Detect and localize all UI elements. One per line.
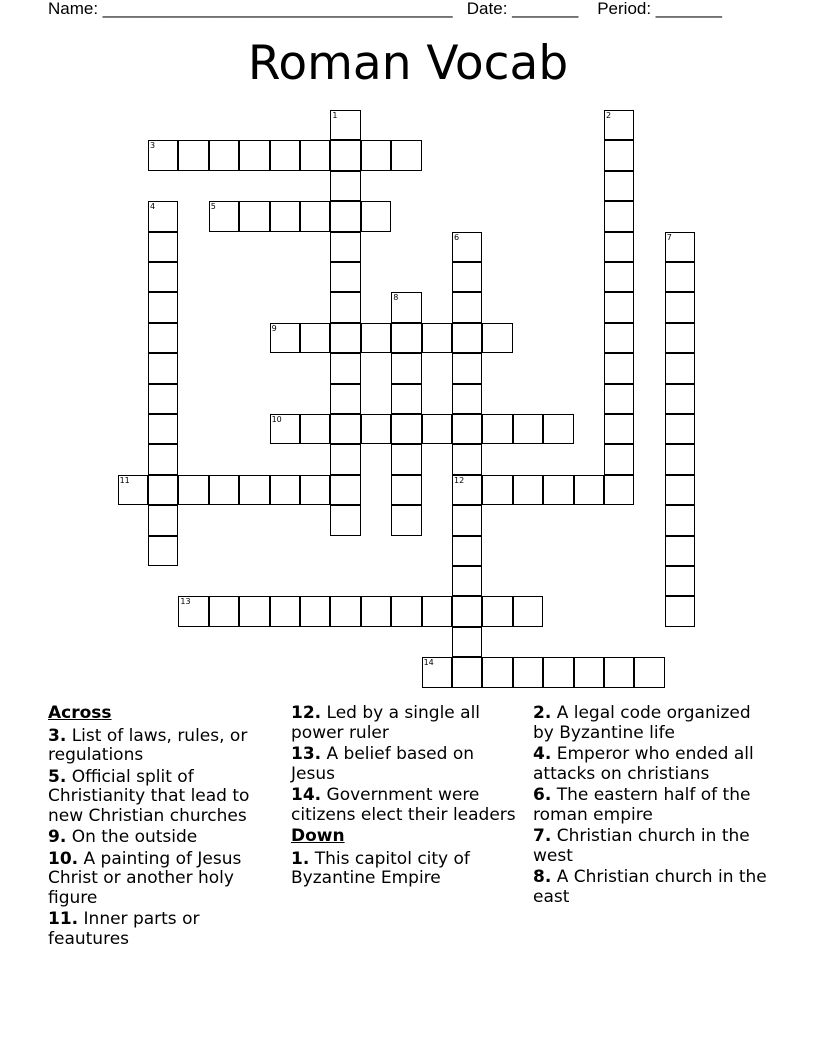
- clue-item-text: List of laws, rules, or regulations: [48, 725, 248, 765]
- grid-cell[interactable]: [604, 323, 634, 353]
- clue-item: [291, 850, 521, 889]
- clue-number: 3: [150, 141, 156, 151]
- clue-item: [533, 745, 773, 784]
- grid-cell[interactable]: [361, 596, 391, 626]
- grid-cell[interactable]: [391, 596, 421, 626]
- grid-cell[interactable]: [148, 292, 178, 322]
- clues-column-3: [533, 704, 773, 909]
- grid-cell[interactable]: [604, 262, 634, 292]
- grid-cell[interactable]: [148, 444, 178, 474]
- clue-item-number: 7.: [533, 826, 552, 846]
- clue-item-number: 13.: [291, 744, 322, 764]
- grid-cell[interactable]: [665, 596, 695, 626]
- grid-cell[interactable]: [452, 627, 482, 657]
- grid-cell[interactable]: [391, 140, 421, 170]
- grid-cell[interactable]: [604, 171, 634, 201]
- down-clue-list-cont: [533, 704, 773, 907]
- clue-item-text: A legal code organized by Byzantine life: [533, 703, 751, 743]
- grid-cell[interactable]: [604, 475, 634, 505]
- grid-cell[interactable]: [452, 566, 482, 596]
- clue-number: 9: [271, 323, 277, 333]
- clue-item: [291, 704, 521, 743]
- grid-cell[interactable]: [270, 201, 300, 231]
- across-clue-list: [48, 727, 278, 950]
- grid-cell[interactable]: [391, 353, 421, 383]
- grid-cell[interactable]: [391, 292, 421, 322]
- clue-item-number: 11.: [48, 909, 79, 929]
- grid-cell[interactable]: [118, 475, 148, 505]
- grid-cell[interactable]: [604, 657, 634, 687]
- clue-item-text: Official split of Christianity that lead to new Christian churches: [48, 766, 250, 826]
- clue-item-number: 8.: [533, 867, 552, 887]
- grid-cell[interactable]: [148, 140, 178, 170]
- grid-cell[interactable]: [452, 505, 482, 535]
- clue-item-number: 10.: [48, 848, 79, 869]
- clue-number: 10: [271, 415, 282, 424]
- grid-cell[interactable]: [665, 536, 695, 566]
- clue-item-number: 5.: [48, 766, 67, 787]
- grid-cell[interactable]: [148, 323, 178, 353]
- grid-cell[interactable]: [482, 657, 512, 687]
- grid-cell[interactable]: [665, 323, 695, 353]
- clue-item: [48, 850, 278, 909]
- grid-cell[interactable]: [330, 596, 360, 626]
- grid-cell[interactable]: [178, 596, 208, 626]
- grid-cell[interactable]: [300, 201, 330, 231]
- grid-cell[interactable]: [665, 232, 695, 262]
- grid-cell[interactable]: [665, 414, 695, 444]
- grid-cell[interactable]: [361, 201, 391, 231]
- clue-number: 12: [454, 475, 465, 485]
- grid-cell[interactable]: [178, 475, 208, 505]
- clue-item-text: The eastern half of the roman empire: [533, 785, 751, 825]
- clues-column-2: [291, 704, 521, 891]
- grid-cell[interactable]: [330, 353, 360, 383]
- grid-cell[interactable]: [452, 414, 482, 444]
- grid-cell[interactable]: [300, 414, 330, 444]
- grid-cell[interactable]: [452, 657, 482, 687]
- grid-cell[interactable]: [665, 384, 695, 414]
- clue-number: 4: [150, 202, 156, 212]
- grid-cell[interactable]: [513, 596, 543, 626]
- clue-item: [48, 727, 278, 766]
- grid-cell[interactable]: [239, 140, 269, 170]
- grid-cell[interactable]: [422, 323, 452, 353]
- clue-item-number: 9.: [48, 827, 67, 847]
- clue-item-text: A painting of Jesus Christ or another holy figure: [48, 848, 242, 908]
- grid-cell[interactable]: [452, 536, 482, 566]
- grid-cell[interactable]: [391, 475, 421, 505]
- grid-cell[interactable]: [482, 596, 512, 626]
- grid-cell[interactable]: [452, 384, 482, 414]
- grid-cell[interactable]: [391, 444, 421, 474]
- grid-cell[interactable]: [513, 475, 543, 505]
- grid-cell[interactable]: [270, 414, 300, 444]
- grid-cell[interactable]: [482, 323, 512, 353]
- grid-cell[interactable]: [604, 232, 634, 262]
- grid-cell[interactable]: [330, 232, 360, 262]
- clue-number: 11: [119, 475, 130, 485]
- grid-cell[interactable]: [452, 292, 482, 322]
- grid-cell[interactable]: [513, 657, 543, 687]
- grid-cell[interactable]: [239, 475, 269, 505]
- grid-cell[interactable]: [422, 596, 452, 626]
- grid-cell[interactable]: [604, 444, 634, 474]
- clue-number: 5: [210, 202, 216, 212]
- clue-item-text: This capitol city of Byzantine Empire: [291, 848, 470, 888]
- grid-cell[interactable]: [330, 475, 360, 505]
- clue-item-number: 3.: [48, 725, 67, 746]
- grid-cell[interactable]: [665, 475, 695, 505]
- grid-cell[interactable]: [543, 414, 573, 444]
- grid-cell[interactable]: [209, 475, 239, 505]
- grid-cell[interactable]: [270, 596, 300, 626]
- grid-cell[interactable]: [330, 262, 360, 292]
- page-title: Roman Vocab: [247, 36, 569, 91]
- grid-cell[interactable]: [452, 444, 482, 474]
- grid-cell[interactable]: [422, 414, 452, 444]
- grid-cell[interactable]: [148, 384, 178, 414]
- student-info-line: Name: _____________________________________ Date: _______ Period: _______: [48, 0, 722, 18]
- grid-cell[interactable]: [300, 475, 330, 505]
- grid-cell[interactable]: [391, 323, 421, 353]
- grid-cell[interactable]: [148, 232, 178, 262]
- grid-cell[interactable]: [209, 201, 239, 231]
- grid-cell[interactable]: [330, 171, 360, 201]
- grid-cell[interactable]: [178, 140, 208, 170]
- grid-cell[interactable]: [330, 414, 360, 444]
- clue-item: [48, 768, 278, 827]
- grid-cell[interactable]: [634, 657, 664, 687]
- grid-cell[interactable]: [604, 110, 634, 140]
- grid-cell[interactable]: [482, 414, 512, 444]
- clue-item-text: Government were citizens elect their leaders: [291, 785, 516, 825]
- grid-cell[interactable]: [604, 292, 634, 322]
- grid-cell[interactable]: [391, 384, 421, 414]
- grid-cell[interactable]: [452, 353, 482, 383]
- clue-number: 8: [393, 293, 399, 303]
- clue-item-number: 6.: [533, 785, 552, 805]
- grid-cell[interactable]: [330, 384, 360, 414]
- grid-cell[interactable]: [574, 475, 604, 505]
- grid-cell[interactable]: [665, 353, 695, 383]
- clue-item: [533, 868, 773, 907]
- grid-cell[interactable]: [330, 201, 360, 231]
- clue-item-number: 14.: [291, 785, 322, 805]
- grid-cell[interactable]: [148, 536, 178, 566]
- grid-cell[interactable]: [604, 414, 634, 444]
- clue-number: 13: [180, 597, 191, 607]
- grid-cell[interactable]: [148, 414, 178, 444]
- grid-cell[interactable]: [270, 323, 300, 353]
- clue-item: [533, 827, 773, 866]
- across-clue-list-cont: [291, 704, 521, 825]
- clue-item: [533, 786, 773, 825]
- grid-cell[interactable]: [574, 657, 604, 687]
- clue-item-number: 2.: [533, 703, 552, 723]
- grid-cell[interactable]: [300, 596, 330, 626]
- grid-cell[interactable]: [604, 384, 634, 414]
- clue-item-number: 12.: [291, 703, 322, 723]
- clue-item: [291, 745, 521, 784]
- down-heading: Down: [291, 826, 345, 846]
- grid-cell[interactable]: [422, 657, 452, 687]
- grid-cell[interactable]: [239, 201, 269, 231]
- grid-cell[interactable]: [452, 323, 482, 353]
- clue-item-text: Led by a single all power ruler: [291, 703, 481, 743]
- clue-item-text: Christian church in the west: [533, 826, 750, 866]
- clue-item-text: A Christian church in the east: [533, 867, 767, 907]
- grid-cell[interactable]: [482, 475, 512, 505]
- grid-cell[interactable]: [391, 414, 421, 444]
- grid-cell[interactable]: [665, 566, 695, 596]
- clue-item-text: A belief based on Jesus: [291, 744, 475, 784]
- down-clue-list: [291, 850, 521, 889]
- grid-cell[interactable]: [452, 475, 482, 505]
- clue-item-text: Inner parts or feautures: [48, 909, 200, 949]
- grid-cell[interactable]: [665, 505, 695, 535]
- grid-cell[interactable]: [148, 201, 178, 231]
- grid-cell[interactable]: [300, 140, 330, 170]
- grid-cell[interactable]: [330, 140, 360, 170]
- clue-number: 14: [423, 658, 434, 668]
- grid-cell[interactable]: [391, 505, 421, 535]
- grid-cell[interactable]: [148, 475, 178, 505]
- clue-item-text: Emperor who ended all attacks on christians: [533, 744, 754, 784]
- grid-cell[interactable]: [543, 657, 573, 687]
- grid-cell[interactable]: [300, 323, 330, 353]
- grid-cell[interactable]: [239, 596, 269, 626]
- grid-cell[interactable]: [665, 444, 695, 474]
- grid-cell[interactable]: [604, 140, 634, 170]
- clue-number: 7: [666, 232, 672, 242]
- across-heading: Across: [48, 703, 112, 723]
- grid-cell[interactable]: [361, 323, 391, 353]
- grid-cell[interactable]: [209, 596, 239, 626]
- clue-number: 6: [454, 232, 460, 242]
- grid-cell[interactable]: [665, 262, 695, 292]
- grid-cell[interactable]: [330, 444, 360, 474]
- clues-column-1: [48, 704, 278, 951]
- grid-cell[interactable]: [330, 323, 360, 353]
- clue-item: [291, 786, 521, 825]
- clue-item-number: 1.: [291, 848, 310, 869]
- grid-cell[interactable]: [270, 140, 300, 170]
- grid-cell[interactable]: [148, 505, 178, 535]
- grid-cell[interactable]: [452, 596, 482, 626]
- clue-item: [533, 704, 773, 743]
- grid-cell[interactable]: [330, 110, 360, 140]
- grid-cell[interactable]: [361, 414, 391, 444]
- clue-number: 2: [606, 111, 612, 120]
- grid-cell[interactable]: [604, 353, 634, 383]
- clue-item: [48, 910, 278, 949]
- clue-item: [48, 828, 278, 848]
- grid-cell[interactable]: [543, 475, 573, 505]
- grid-cell[interactable]: [452, 262, 482, 292]
- grid-cell[interactable]: [604, 201, 634, 231]
- grid-cell[interactable]: [209, 140, 239, 170]
- grid-cell[interactable]: [513, 414, 543, 444]
- grid-cell[interactable]: [665, 292, 695, 322]
- grid-cell[interactable]: [148, 353, 178, 383]
- grid-cell[interactable]: [270, 475, 300, 505]
- grid-cell[interactable]: [452, 232, 482, 262]
- grid-cell[interactable]: [330, 505, 360, 535]
- grid-cell[interactable]: [330, 292, 360, 322]
- clue-item-number: 4.: [533, 744, 552, 764]
- grid-cell[interactable]: [148, 262, 178, 292]
- clue-item-text: On the outside: [66, 827, 198, 847]
- grid-cell[interactable]: [361, 140, 391, 170]
- clue-number: 1: [332, 111, 338, 120]
